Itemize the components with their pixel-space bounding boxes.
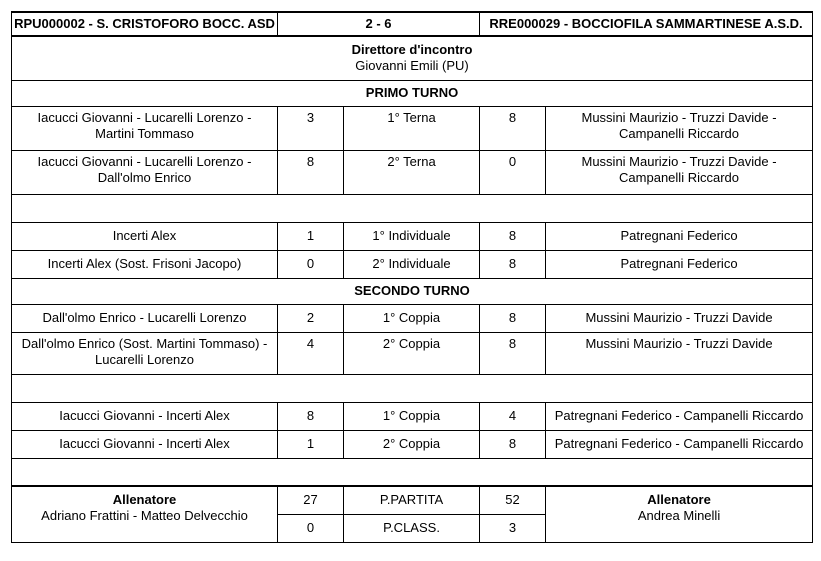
match-type: 1° Terna [344,106,480,150]
match-row [12,250,813,278]
round-row-second [12,278,813,304]
home-team-name: RPU000002 - S. CRISTOFORO BOCC. ASD [12,12,278,36]
home-players-line: Iacucci Giovanni - Lucarelli Lorenzo - [37,153,252,169]
home-coach-cell [12,486,278,542]
away-players: Mussini Maurizio - Truzzi Davide [546,304,813,332]
match-type: 2° Coppia [344,332,480,374]
class-home: 0 [278,514,344,542]
home-score: 2 [278,304,344,332]
away-coach-cell [546,486,813,542]
home-players [12,106,278,150]
away-players-line: Campanelli Riccardo [619,125,739,141]
away-score: 8 [480,106,546,150]
home-players [12,332,278,374]
home-players: Dall'olmo Enrico - Lucarelli Lorenzo [12,304,278,332]
away-players: Mussini Maurizio - Truzzi Davide [546,332,813,374]
away-score: 8 [480,250,546,278]
home-players: Iacucci Giovanni - Incerti Alex [12,402,278,430]
home-players [12,150,278,194]
away-players [546,150,813,194]
home-score: 8 [278,150,344,194]
round-title-first: PRIMO TURNO [12,80,813,106]
header-row [12,12,813,36]
away-players: Patregnani Federico - Campanelli Riccardo [546,430,813,458]
director-label: Direttore d'incontro [351,42,473,58]
away-coach-name: Andrea Minelli [637,508,721,523]
match-type: 1° Coppia [344,304,480,332]
home-score: 3 [278,106,344,150]
match-report-table [11,11,813,543]
away-score: 8 [480,304,546,332]
home-players-line: Lucarelli Lorenzo [94,351,194,367]
match-type: 2° Coppia [344,430,480,458]
match-row [12,150,813,194]
footer-row-partita [12,486,813,514]
home-score: 8 [278,402,344,430]
match-row [12,106,813,150]
home-players: Incerti Alex (Sost. Frisoni Jacopo) [12,250,278,278]
away-players-line: Campanelli Riccardo [619,169,739,185]
director-name: Giovanni Emili (PU) [355,58,469,74]
home-players-line: Dall'olmo Enrico [97,169,192,185]
home-players: Iacucci Giovanni - Incerti Alex [12,430,278,458]
class-away: 3 [480,514,546,542]
home-players: Incerti Alex [12,222,278,250]
home-score: 1 [278,430,344,458]
home-score: 0 [278,250,344,278]
match-type: 1° Individuale [344,222,480,250]
away-players: Patregnani Federico - Campanelli Riccardo [546,402,813,430]
away-players: Patregnani Federico [546,250,813,278]
match-row [12,332,813,374]
match-type: 1° Coppia [344,402,480,430]
match-row [12,222,813,250]
home-players-line: Martini Tommaso [95,125,194,141]
away-score: 8 [480,222,546,250]
spacer-row [12,374,813,402]
match-type: 2° Terna [344,150,480,194]
director-cell [12,36,813,80]
away-players [546,106,813,150]
away-score: 4 [480,402,546,430]
match-row [12,430,813,458]
match-score: 2 - 6 [278,12,480,36]
partita-label: P.PARTITA [344,486,480,514]
home-players-line: Dall'olmo Enrico (Sost. Martini Tommaso) - [21,335,268,351]
away-team-name: RRE000029 - BOCCIOFILA SAMMARTINESE A.S.D. [480,12,813,36]
round-title-second: SECONDO TURNO [12,278,813,304]
away-score: 8 [480,332,546,374]
away-score: 0 [480,150,546,194]
home-coach-label: Allenatore [112,492,177,507]
away-coach-label: Allenatore [647,492,711,507]
partita-away: 52 [480,486,546,514]
home-coach-name: Adriano Frattini - Matteo Delvecchio [41,508,248,523]
home-score: 1 [278,222,344,250]
away-players-line: Mussini Maurizio - Truzzi Davide - [581,153,777,169]
away-score: 8 [480,430,546,458]
class-label: P.CLASS. [344,514,480,542]
match-row [12,402,813,430]
spacer-row [12,194,813,222]
away-players-line: Mussini Maurizio - Truzzi Davide - [581,109,777,125]
spacer-cell [12,374,813,402]
spacer-cell [12,458,813,486]
match-type: 2° Individuale [344,250,480,278]
home-players-line: Iacucci Giovanni - Lucarelli Lorenzo - [37,109,252,125]
spacer-row [12,458,813,486]
partita-home: 27 [278,486,344,514]
round-row-first [12,80,813,106]
match-row [12,304,813,332]
spacer-cell [12,194,813,222]
home-score: 4 [278,332,344,374]
director-row [12,36,813,80]
away-players: Patregnani Federico [546,222,813,250]
